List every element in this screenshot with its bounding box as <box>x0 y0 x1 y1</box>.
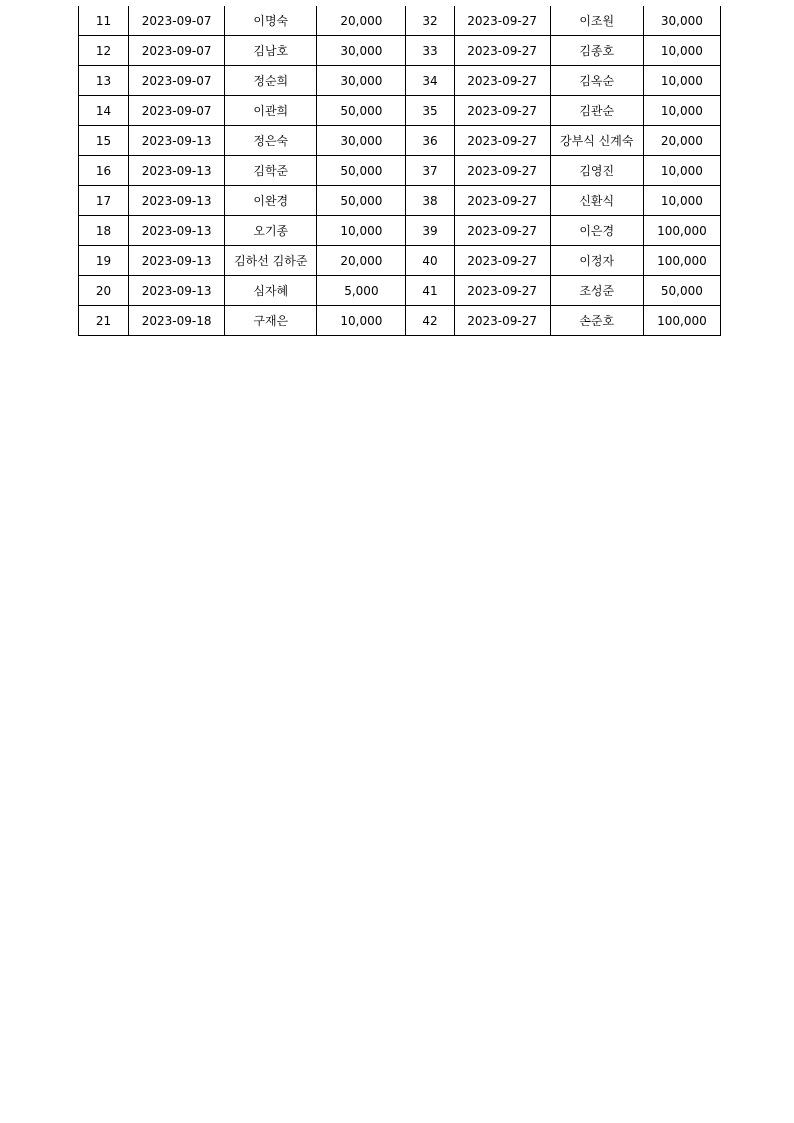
table-row <box>79 96 721 126</box>
entry-date-right: 2023-09-27 <box>454 6 550 36</box>
donation-amount-left: 5,000 <box>317 276 406 306</box>
entry-number-right: 37 <box>406 156 454 186</box>
donation-amount-left: 50,000 <box>317 186 406 216</box>
donation-amount-left: 50,000 <box>317 96 406 126</box>
donor-name-right: 조성준 <box>550 276 643 306</box>
table-row <box>79 66 721 96</box>
entry-number-left: 11 <box>79 6 129 36</box>
donor-name-left: 김학준 <box>225 156 317 186</box>
entry-number-left: 17 <box>79 186 129 216</box>
donor-name-left: 이완경 <box>225 186 317 216</box>
table-row <box>79 216 721 246</box>
entry-number-right: 38 <box>406 186 454 216</box>
donation-amount-right: 20,000 <box>643 126 720 156</box>
donation-amount-left: 50,000 <box>317 156 406 186</box>
table-row <box>79 126 721 156</box>
donor-name-right: 김종호 <box>550 36 643 66</box>
entry-date-left: 2023-09-13 <box>129 186 225 216</box>
entry-number-right: 39 <box>406 216 454 246</box>
entry-number-left: 21 <box>79 306 129 336</box>
entry-number-right: 40 <box>406 246 454 276</box>
ledger-body <box>79 6 721 336</box>
entry-date-right: 2023-09-27 <box>454 36 550 66</box>
donation-ledger-table <box>78 6 721 336</box>
table-row <box>79 306 721 336</box>
entry-date-left: 2023-09-07 <box>129 36 225 66</box>
donation-amount-right: 10,000 <box>643 36 720 66</box>
entry-date-left: 2023-09-07 <box>129 96 225 126</box>
donor-name-right: 신환식 <box>550 186 643 216</box>
entry-date-right: 2023-09-27 <box>454 276 550 306</box>
entry-number-left: 16 <box>79 156 129 186</box>
entry-number-left: 15 <box>79 126 129 156</box>
donation-amount-left: 20,000 <box>317 6 406 36</box>
donor-name-right: 김영진 <box>550 156 643 186</box>
table-row <box>79 246 721 276</box>
table-row <box>79 36 721 66</box>
entry-number-right: 42 <box>406 306 454 336</box>
donor-name-right: 강부식 신계숙 <box>550 126 643 156</box>
donor-name-left: 이명숙 <box>225 6 317 36</box>
donation-amount-right: 10,000 <box>643 156 720 186</box>
donor-name-right: 김관순 <box>550 96 643 126</box>
entry-number-right: 36 <box>406 126 454 156</box>
entry-date-left: 2023-09-13 <box>129 246 225 276</box>
entry-date-right: 2023-09-27 <box>454 66 550 96</box>
donation-amount-left: 30,000 <box>317 66 406 96</box>
donation-amount-right: 50,000 <box>643 276 720 306</box>
entry-number-left: 12 <box>79 36 129 66</box>
entry-number-left: 18 <box>79 216 129 246</box>
donation-amount-left: 30,000 <box>317 126 406 156</box>
entry-date-right: 2023-09-27 <box>454 246 550 276</box>
donor-name-right: 손준호 <box>550 306 643 336</box>
entry-date-left: 2023-09-07 <box>129 6 225 36</box>
donor-name-right: 이조원 <box>550 6 643 36</box>
donor-name-left: 김하선 김하준 <box>225 246 317 276</box>
entry-date-right: 2023-09-27 <box>454 306 550 336</box>
donor-name-left: 심자혜 <box>225 276 317 306</box>
entry-date-left: 2023-09-13 <box>129 216 225 246</box>
entry-date-left: 2023-09-07 <box>129 66 225 96</box>
entry-date-left: 2023-09-13 <box>129 276 225 306</box>
donor-name-right: 이은경 <box>550 216 643 246</box>
donation-amount-right: 10,000 <box>643 186 720 216</box>
entry-date-right: 2023-09-27 <box>454 186 550 216</box>
entry-date-right: 2023-09-27 <box>454 126 550 156</box>
donation-amount-left: 10,000 <box>317 216 406 246</box>
entry-number-left: 13 <box>79 66 129 96</box>
donor-name-left: 오기종 <box>225 216 317 246</box>
table-row <box>79 6 721 36</box>
table-row <box>79 156 721 186</box>
entry-date-left: 2023-09-18 <box>129 306 225 336</box>
entry-number-right: 41 <box>406 276 454 306</box>
donation-amount-right: 10,000 <box>643 66 720 96</box>
entry-number-right: 34 <box>406 66 454 96</box>
donation-amount-right: 10,000 <box>643 96 720 126</box>
donor-name-left: 김남호 <box>225 36 317 66</box>
donor-name-left: 정은숙 <box>225 126 317 156</box>
entry-date-left: 2023-09-13 <box>129 156 225 186</box>
table-row <box>79 276 721 306</box>
entry-number-right: 33 <box>406 36 454 66</box>
table-row <box>79 186 721 216</box>
donor-name-left: 구재은 <box>225 306 317 336</box>
entry-date-right: 2023-09-27 <box>454 216 550 246</box>
donor-name-right: 김옥순 <box>550 66 643 96</box>
donation-amount-right: 100,000 <box>643 246 720 276</box>
entry-number-right: 35 <box>406 96 454 126</box>
entry-number-left: 19 <box>79 246 129 276</box>
donation-amount-left: 30,000 <box>317 36 406 66</box>
donation-amount-right: 100,000 <box>643 216 720 246</box>
entry-number-right: 32 <box>406 6 454 36</box>
donor-name-right: 이정자 <box>550 246 643 276</box>
donation-amount-left: 20,000 <box>317 246 406 276</box>
entry-number-left: 20 <box>79 276 129 306</box>
donor-name-left: 정순희 <box>225 66 317 96</box>
donation-amount-left: 10,000 <box>317 306 406 336</box>
donation-amount-right: 100,000 <box>643 306 720 336</box>
entry-number-left: 14 <box>79 96 129 126</box>
entry-date-right: 2023-09-27 <box>454 156 550 186</box>
entry-date-right: 2023-09-27 <box>454 96 550 126</box>
donation-amount-right: 30,000 <box>643 6 720 36</box>
entry-date-left: 2023-09-13 <box>129 126 225 156</box>
donor-name-left: 이관희 <box>225 96 317 126</box>
